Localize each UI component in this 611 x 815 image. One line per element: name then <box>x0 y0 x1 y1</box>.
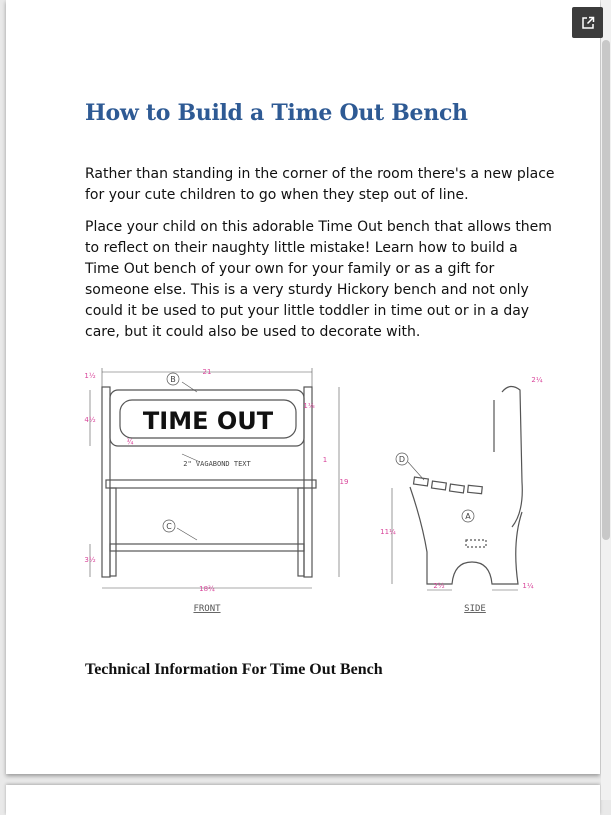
document-title: How to Build a Time Out Bench <box>85 100 468 126</box>
dim-post-top: 1½ <box>84 372 96 380</box>
dim-width: 21 <box>202 368 212 376</box>
dim-side-foot-right: 1¼ <box>522 582 534 590</box>
callout-c: C <box>166 522 172 531</box>
front-seat <box>106 480 316 488</box>
dim-sign-height: 4½ <box>84 416 96 424</box>
callout-a: A <box>465 512 471 521</box>
bench-technical-drawing <box>82 362 562 622</box>
external-link-icon[interactable] <box>572 7 603 38</box>
front-right-post <box>303 387 315 577</box>
text-note: 2" VAGABOND TEXT <box>183 460 251 468</box>
dim-side-top: 2¼ <box>531 376 543 384</box>
dim-small-a: ¾ <box>126 438 134 446</box>
description-paragraph: Place your child on this adorable Time Out bench that allows them to reflect on their naughty little mistake! Learn how to build a Time Out bench of your own for your family or as a gift for someone else. This is a very sturdy Hickory bench and not only could it be used to put your little toddler in time out or in a day care, but it could also be used to decorate with. <box>85 219 552 340</box>
intro-paragraph: Rather than standing in the corner of the room there's a new place for your cute children to go when they step out of line. <box>85 166 555 203</box>
dim-small-c: 1 <box>322 456 328 464</box>
dim-leg-bottom: 3½ <box>84 556 96 564</box>
side-view-label: SIDE <box>464 604 486 614</box>
section-heading: Technical Information For Time Out Bench <box>85 661 383 678</box>
dim-bottom-width: 18¾ <box>199 585 215 593</box>
front-stretcher <box>110 544 304 551</box>
scrollbar-thumb[interactable] <box>602 40 610 540</box>
scrollbar[interactable] <box>601 0 611 800</box>
document-page <box>6 0 600 774</box>
dim-small-b: 1⅛ <box>303 402 315 410</box>
dim-height: 19 <box>339 478 349 486</box>
front-view-label: FRONT <box>193 604 221 614</box>
callout-d: D <box>398 455 406 464</box>
dim-seat-height: 11¼ <box>380 528 396 536</box>
side-back-upright <box>502 386 522 527</box>
dim-side-foot-left: 2½ <box>433 582 445 590</box>
callout-b: B <box>170 375 176 384</box>
next-page <box>6 785 600 815</box>
side-leg-profile <box>410 487 522 584</box>
sign-text: TIME OUT <box>142 407 274 435</box>
